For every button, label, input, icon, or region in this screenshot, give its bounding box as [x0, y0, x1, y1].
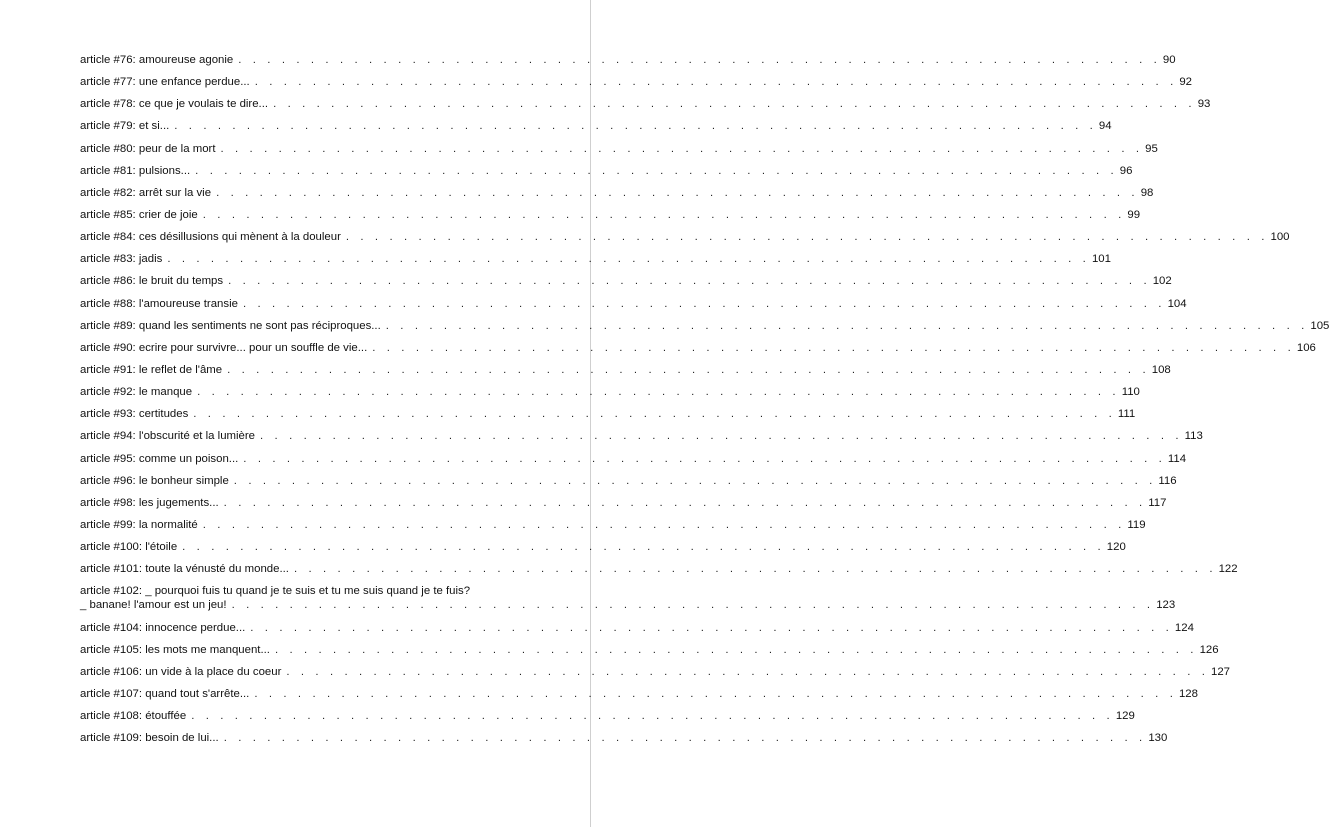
toc-entry-label: article #82: arrêt sur la vie [80, 186, 212, 199]
toc-entry [80, 621, 1194, 635]
dot-leader: . . . . . . . . . . . . . . . . . . . . . . . . . . . . . . . . . . . . . . . . . . . . . . . . . . . . . . . . . . . . . . . . [223, 732, 1147, 745]
toc-entry-label: article #88: l'amoureuse transie [80, 297, 238, 310]
toc-entry-page-number: 126 [1199, 643, 1219, 656]
dot-leader: . . . . . . . . . . . . . . . . . . . . . . . . . . . . . . . . . . . . . . . . . . . . . . . . . . . . . . . . . . . . . . . . [191, 710, 1114, 723]
toc-entry-label: article #104: innocence perdue... [80, 621, 246, 634]
dot-leader: . . . . . . . . . . . . . . . . . . . . . . . . . . . . . . . . . . . . . . . . . . . . . . . . . . . . . . . . . . . . . . . . [233, 474, 1157, 487]
toc-entry-continuation [80, 598, 1176, 612]
toc-entry-page-number: 93 [1197, 98, 1211, 111]
dot-leader: . . . . . . . . . . . . . . . . . . . . . . . . . . . . . . . . . . . . . . . . . . . . . . . . . . . . . . . . . . . . . . . . [242, 297, 1166, 310]
toc-entry-page-number: 94 [1098, 120, 1112, 133]
dot-leader: . . . . . . . . . . . . . . . . . . . . . . . . . . . . . . . . . . . . . . . . . . . . . . . . . . . . . . . . . . . . . . . . [274, 643, 1198, 656]
dot-leader: . . . . . . . . . . . . . . . . . . . . . . . . . . . . . . . . . . . . . . . . . . . . . . . . . . . . . . . . . . . . . . . . [254, 76, 1178, 89]
dot-leader: . . . . . . . . . . . . . . . . . . . . . . . . . . . . . . . . . . . . . . . . . . . . . . . . . . . . . . . . . . . . . . . . [193, 408, 1116, 421]
toc-entry-label: article #84: ces désillusions qui mènent à la douleur [80, 231, 341, 244]
toc-entry-page-number: 104 [1167, 297, 1187, 310]
toc-entry-label: article #91: le reflet de l'âme [80, 363, 223, 376]
dot-leader: . . . . . . . . . . . . . . . . . . . . . . . . . . . . . . . . . . . . . . . . . . . . . . . . . . . . . . . . . . . . . . . . [286, 665, 1209, 678]
toc-entry-label: article #108: étouffée [80, 710, 187, 723]
toc-entry-label: article #106: un vide à la place du coeur [80, 665, 282, 678]
toc-entry-page-number: 92 [1179, 76, 1193, 89]
toc-entry-label: article #76: amoureuse agonie [80, 54, 234, 66]
dot-leader: . . . . . . . . . . . . . . . . . . . . . . . . . . . . . . . . . . . . . . . . . . . . . . . . . . . . . . . . . . . . . . . . [223, 496, 1147, 509]
toc-entry-page-number: 110 [1121, 386, 1140, 399]
toc-entry-label: article #85: crier de joie [80, 208, 198, 221]
toc-entry-page-number: 111 [1117, 408, 1136, 421]
dot-leader: . . . . . . . . . . . . . . . . . . . . . . . . . . . . . . . . . . . . . . . . . . . . . . . . . . . . . . . . . . . . . . . . [231, 599, 1155, 612]
toc-entry [80, 496, 1167, 510]
toc-entry-label: article #102: _ pourquoi fuis tu quand je te suis et tu me suis quand je te fuis? [80, 585, 471, 598]
toc-entry-page-number: 119 [1127, 518, 1146, 531]
toc-entry [80, 562, 1238, 576]
dot-leader: . . . . . . . . . . . . . . . . . . . . . . . . . . . . . . . . . . . . . . . . . . . . . . . . . . . . . . . . . . . . . . . . [197, 386, 1120, 399]
toc-entry [80, 540, 1126, 554]
dot-leader: . . . . . . . . . . . . . . . . . . . . . . . . . . . . . . . . . . . . . . . . . . . . . . . . . . . . . . . . . . . . . . . . [216, 186, 1139, 199]
toc-entry-page-number: 90 [1162, 54, 1176, 66]
toc-entry [80, 274, 1172, 288]
toc-entry-label: article #109: besoin de lui... [80, 732, 219, 745]
toc-entry-label: article #80: peur de la mort [80, 142, 216, 155]
toc-entry-page-number: 96 [1119, 164, 1133, 177]
toc-entry [80, 53, 1176, 67]
table-of-contents [80, 53, 1329, 753]
toc-entry-page-number: 99 [1127, 208, 1141, 221]
toc-entry-label: article #92: le manque [80, 386, 193, 399]
dot-leader: . . . . . . . . . . . . . . . . . . . . . . . . . . . . . . . . . . . . . . . . . . . . . . . . . . . . . . . . . . . . . . . . [273, 98, 1196, 111]
toc-entry-label: article #86: le bruit du temps [80, 275, 224, 288]
toc-entry [80, 297, 1187, 311]
dot-leader: . . . . . . . . . . . . . . . . . . . . . . . . . . . . . . . . . . . . . . . . . . . . . . . . . . . . . . . . . . . . . . . . [372, 341, 1295, 354]
dot-leader: . . . . . . . . . . . . . . . . . . . . . . . . . . . . . . . . . . . . . . . . . . . . . . . . . . . . . . . . . . . . . . . . [254, 687, 1177, 700]
toc-entry [80, 319, 1329, 333]
toc-entry-label: article #89: quand les sentiments ne sont pas réciproques... [80, 319, 381, 332]
toc-entry-page-number: 129 [1115, 710, 1135, 723]
dot-leader: . . . . . . . . . . . . . . . . . . . . . . . . . . . . . . . . . . . . . . . . . . . . . . . . . . . . . . . . . . . . . . . . [174, 120, 1097, 133]
dot-leader: . . . . . . . . . . . . . . . . . . . . . . . . . . . . . . . . . . . . . . . . . . . . . . . . . . . . . . . . . . . . . . . . [195, 164, 1118, 177]
dot-leader: . . . . . . . . . . . . . . . . . . . . . . . . . . . . . . . . . . . . . . . . . . . . . . . . . . . . . . . . . . . . . . . . [182, 541, 1105, 554]
dot-leader: . . . . . . . . . . . . . . . . . . . . . . . . . . . . . . . . . . . . . . . . . . . . . . . . . . . . . . . . . . . . . . . . [385, 319, 1309, 332]
toc-entry-page-number: 130 [1148, 732, 1168, 745]
toc-entry-label: article #100: l'étoile [80, 541, 178, 554]
toc-entry [80, 363, 1171, 377]
dot-leader: . . . . . . . . . . . . . . . . . . . . . . . . . . . . . . . . . . . . . . . . . . . . . . . . . . . . . . . . . . . . . . . . [243, 452, 1166, 465]
toc-entry-label: article #95: comme un poison... [80, 452, 239, 465]
toc-entry-label: article #99: la normalité [80, 518, 198, 531]
toc-entry [80, 341, 1316, 355]
toc-entry-page-number: 122 [1218, 563, 1238, 576]
toc-entry [80, 429, 1203, 443]
dot-leader: . . . . . . . . . . . . . . . . . . . . . . . . . . . . . . . . . . . . . . . . . . . . . . . . . . . . . . . . . . . . . . . . [167, 253, 1090, 266]
toc-entry-page-number: 120 [1106, 541, 1126, 554]
toc-entry-label: article #90: ecrire pour survivre... pour un souffle de vie... [80, 341, 368, 354]
toc-entry-page-number: 106 [1296, 341, 1316, 354]
toc-entry [80, 385, 1140, 399]
toc-entry [80, 142, 1158, 156]
dot-leader: . . . . . . . . . . . . . . . . . . . . . . . . . . . . . . . . . . . . . . . . . . . . . . . . . . . . . . . . . . . . . . . . [293, 563, 1217, 576]
dot-leader: . . . . . . . . . . . . . . . . . . . . . . . . . . . . . . . . . . . . . . . . . . . . . . . . . . . . . . . . . . . . . . . . [345, 231, 1269, 244]
toc-entry-label-continued: _ banane! l'amour est un jeu! [80, 599, 227, 612]
toc-entry [80, 119, 1112, 133]
toc-entry-page-number: 124 [1174, 621, 1194, 634]
toc-entry-page-number: 101 [1091, 253, 1111, 266]
toc-entry [80, 687, 1198, 701]
dot-leader: . . . . . . . . . . . . . . . . . . . . . . . . . . . . . . . . . . . . . . . . . . . . . . . . . . . . . . . . . . . . . . . . [260, 430, 1183, 443]
toc-entry-page-number: 105 [1310, 319, 1329, 332]
toc-entry [80, 731, 1168, 745]
toc-entry-label: article #98: les jugements... [80, 496, 219, 509]
dot-leader: . . . . . . . . . . . . . . . . . . . . . . . . . . . . . . . . . . . . . . . . . . . . . . . . . . . . . . . . . . . . . . . . [202, 518, 1126, 531]
toc-entry-label: article #83: jadis [80, 253, 163, 266]
toc-entry-page-number: 116 [1158, 474, 1177, 487]
toc-entry-page-number: 108 [1151, 363, 1171, 376]
toc-entry-label: article #93: certitudes [80, 408, 189, 421]
toc-entry-page-number: 98 [1140, 186, 1154, 199]
toc-entry [80, 97, 1211, 111]
toc-entry-label: article #79: et si... [80, 120, 170, 133]
toc-entry-label: article #77: une enfance perdue... [80, 76, 250, 89]
toc-entry [80, 709, 1135, 723]
dot-leader: . . . . . . . . . . . . . . . . . . . . . . . . . . . . . . . . . . . . . . . . . . . . . . . . . . . . . . . . . . . . . . . . [202, 208, 1126, 221]
toc-entry-label: article #105: les mots me manquent... [80, 643, 270, 656]
toc-entry [80, 407, 1136, 421]
toc-entry-multiline [80, 584, 1176, 612]
toc-entry-page-number: 114 [1167, 452, 1187, 465]
toc-entry-label: article #78: ce que je voulais te dire... [80, 98, 269, 111]
toc-entry-page-number: 113 [1184, 430, 1203, 443]
toc-entry-page-number: 127 [1211, 665, 1231, 678]
dot-leader: . . . . . . . . . . . . . . . . . . . . . . . . . . . . . . . . . . . . . . . . . . . . . . . . . . . . . . . . . . . . . . . . [220, 142, 1144, 155]
toc-entry-label: article #96: le bonheur simple [80, 474, 229, 487]
toc-entry-label: article #101: toute la vénusté du monde... [80, 563, 289, 576]
toc-entry [80, 75, 1193, 89]
toc-entry-label: article #81: pulsions... [80, 164, 191, 177]
dot-leader: . . . . . . . . . . . . . . . . . . . . . . . . . . . . . . . . . . . . . . . . . . . . . . . . . . . . . . . . . . . . . . . . [238, 54, 1161, 66]
toc-entry [80, 186, 1154, 200]
dot-leader: . . . . . . . . . . . . . . . . . . . . . . . . . . . . . . . . . . . . . . . . . . . . . . . . . . . . . . . . . . . . . . . . [227, 363, 1150, 376]
dot-leader: . . . . . . . . . . . . . . . . . . . . . . . . . . . . . . . . . . . . . . . . . . . . . . . . . . . . . . . . . . . . . . . . [228, 275, 1151, 288]
toc-entry-label: article #94: l'obscurité et la lumière [80, 430, 256, 443]
toc-entry [80, 230, 1290, 244]
toc-entry [80, 452, 1187, 466]
toc-entry [80, 665, 1231, 679]
toc-entry [80, 164, 1133, 178]
toc-entry-page-number: 102 [1152, 275, 1172, 288]
toc-entry-page-number: 100 [1270, 231, 1290, 244]
dot-leader: . . . . . . . . . . . . . . . . . . . . . . . . . . . . . . . . . . . . . . . . . . . . . . . . . . . . . . . . . . . . . . . . [250, 621, 1173, 634]
toc-entry-label: article #107: quand tout s'arrête... [80, 687, 250, 700]
toc-entry [80, 643, 1219, 657]
toc-entry-page-number: 95 [1145, 142, 1158, 155]
toc-entry [80, 474, 1177, 488]
toc-entry [80, 208, 1141, 222]
toc-entry-page-number: 117 [1148, 496, 1167, 509]
toc-entry-page-number: 123 [1156, 599, 1176, 612]
toc-entry [80, 518, 1146, 532]
toc-entry [80, 252, 1111, 266]
toc-entry-page-number: 128 [1178, 687, 1198, 700]
